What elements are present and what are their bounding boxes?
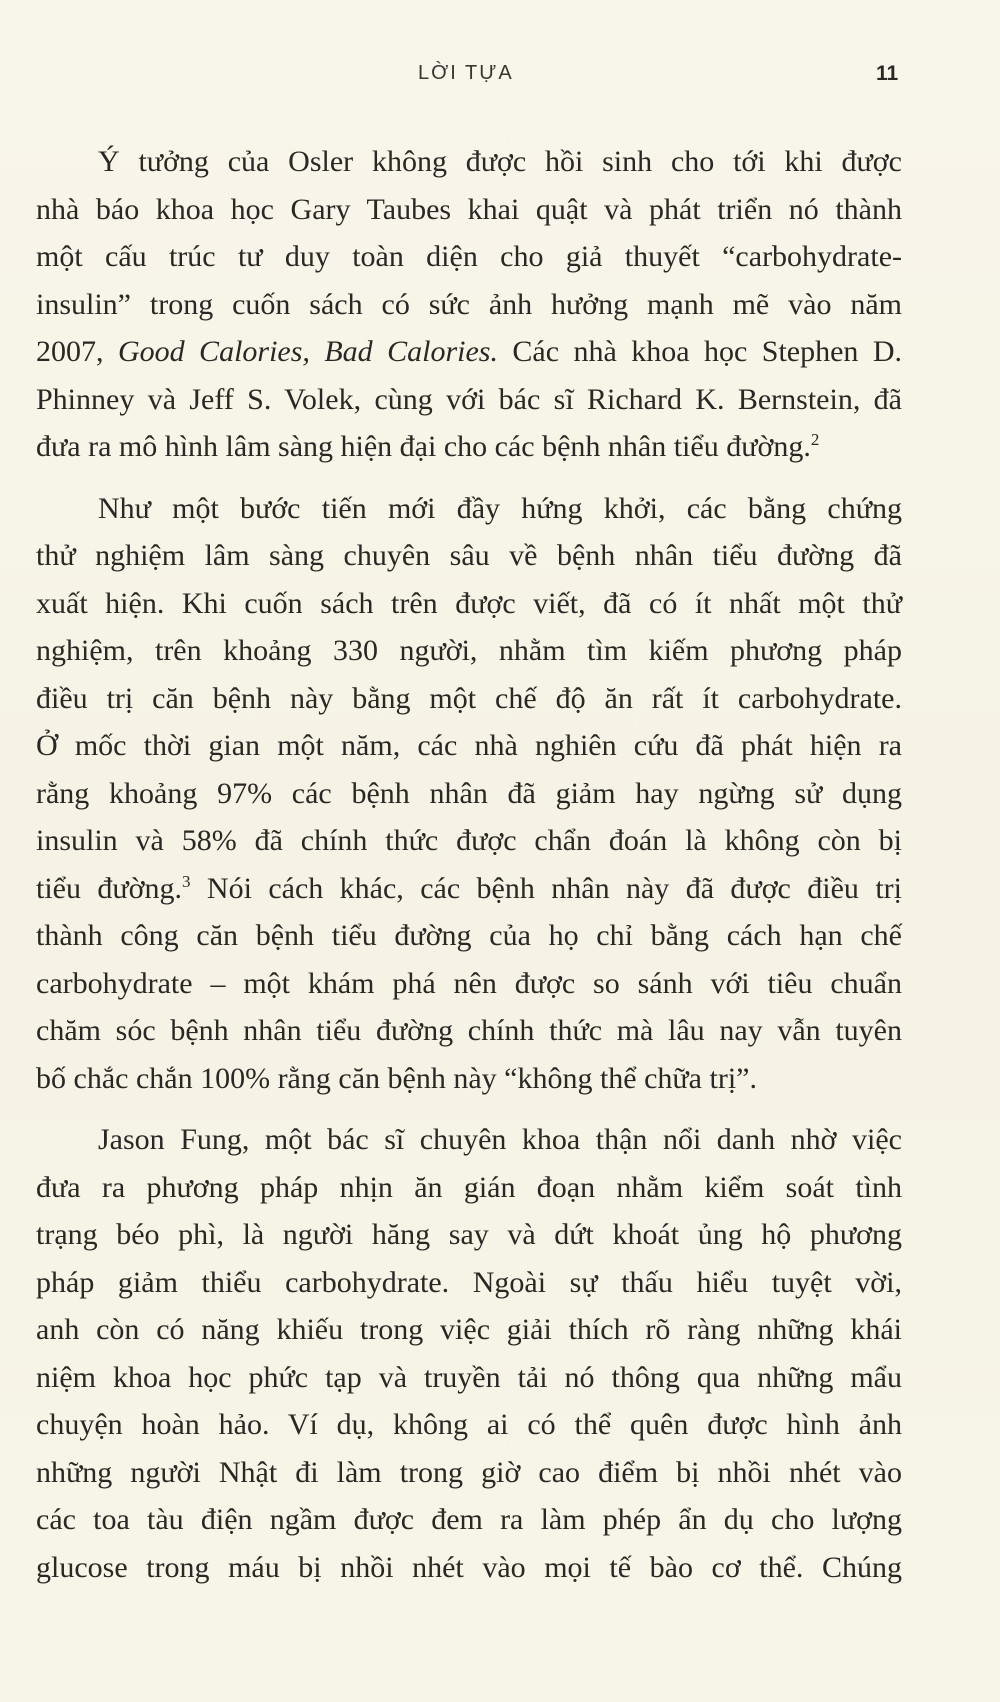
text-line: insulin” trong cuốn sách có sức ảnh hưởng mạnh mẽ vào năm xyxy=(36,287,902,321)
text-line: Jason Fung, một bác sĩ chuyên khoa thận nổi danh nhờ việc xyxy=(98,1123,902,1156)
text-line: bố chắc chắn 100% rằng căn bệnh này “không thể chữa trị”. xyxy=(36,1061,757,1095)
footnote-marker: 3 xyxy=(182,871,191,891)
text-line: chăm sóc bệnh nhân tiểu đường chính thức mà lâu nay vẫn tuyên xyxy=(36,1014,902,1047)
book-title: Good Calories, Bad Calories. xyxy=(117,335,498,368)
text-line: xuất hiện. Khi cuốn sách trên được viết, đã có ít nhất một thử xyxy=(36,586,902,620)
page-number: 11 xyxy=(876,62,899,85)
text-line: những người Nhật đi làm trong giờ cao điểm bị nhồi nhét vào xyxy=(36,1455,902,1489)
text-line-with-title xyxy=(36,328,902,376)
text-line: pháp giảm thiểu carbohydrate. Ngoài sự thấu hiểu tuyệt vời, xyxy=(36,1265,902,1299)
paragraph-2 xyxy=(36,485,902,1103)
paragraph-1 xyxy=(36,138,902,471)
paragraph-3 xyxy=(36,1116,902,1591)
text-line: điều trị căn bệnh này bằng một chế độ ăn rất ít carbohydrate. xyxy=(36,681,902,715)
text-line: Phinney và Jeff S. Volek, cùng với bác sĩ Richard K. Bernstein, đã xyxy=(36,382,902,416)
text-line: nghiệm, trên khoảng 330 người, nhằm tìm kiếm phương pháp xyxy=(36,634,902,667)
text-line: nhà báo khoa học Gary Taubes khai quật và phát triển nó thành xyxy=(36,192,902,226)
running-header xyxy=(0,62,1000,92)
footnote-marker: 2 xyxy=(810,430,820,449)
text-line: trạng béo phì, là người hăng say và dứt khoát ủng hộ phương xyxy=(36,1218,902,1251)
text-line: carbohydrate – một khám phá nên được so sánh với tiêu chuẩn xyxy=(36,966,902,1000)
text-line: thành công căn bệnh tiểu đường của họ chỉ bằng cách hạn chế xyxy=(36,919,902,952)
text-line: Ý tưởng của Osler không được hồi sinh cho tới khi được xyxy=(98,145,902,178)
text-line: rằng khoảng 97% các bệnh nhân đã giảm hay ngừng sử dụng xyxy=(36,776,902,810)
text-segment: 2007, xyxy=(36,335,118,368)
chapter-title: LỜI TỰA xyxy=(418,62,514,84)
text-line: chuyện hoàn hảo. Ví dụ, không ai có thể quên được hình ảnh xyxy=(36,1408,902,1441)
text-segment: Các nhà khoa học Stephen D. xyxy=(497,335,903,368)
text-segment: tiểu đường. xyxy=(36,871,183,905)
body-text xyxy=(36,138,902,1591)
text-line: niệm khoa học phức tạp và truyền tải nó thông qua những mẩu xyxy=(36,1360,902,1394)
text-line xyxy=(36,423,902,471)
text-line: insulin và 58% đã chính thức được chẩn đoán là không còn bị xyxy=(36,824,902,857)
text-line-with-footnote xyxy=(36,865,902,913)
text-line: anh còn có năng khiếu trong việc giải thích rõ ràng những khái xyxy=(36,1313,902,1346)
text-line: một cấu trúc tư duy toàn diện cho giả thuyết “carbohydrate- xyxy=(36,240,902,273)
text-line: Như một bước tiến mới đầy hứng khởi, các bằng chứng xyxy=(98,491,902,525)
text-segment: Nói cách khác, các bệnh nhân này đã được điều trị xyxy=(190,871,902,905)
text-segment: đưa ra mô hình lâm sàng hiện đại cho các bệnh nhân tiểu đường. xyxy=(36,430,811,463)
text-line: các toa tàu điện ngầm được đem ra làm phép ẩn dụ cho lượng xyxy=(36,1503,902,1536)
text-line: thử nghiệm lâm sàng chuyên sâu về bệnh nhân tiểu đường đã xyxy=(36,539,902,572)
text-line: glucose trong máu bị nhồi nhét vào mọi tế bào cơ thể. Chúng xyxy=(36,1550,902,1584)
text-line: Ở mốc thời gian một năm, các nhà nghiên cứu đã phát hiện ra xyxy=(36,729,902,762)
text-line: đưa ra phương pháp nhịn ăn gián đoạn nhằm kiểm soát tình xyxy=(36,1170,902,1204)
